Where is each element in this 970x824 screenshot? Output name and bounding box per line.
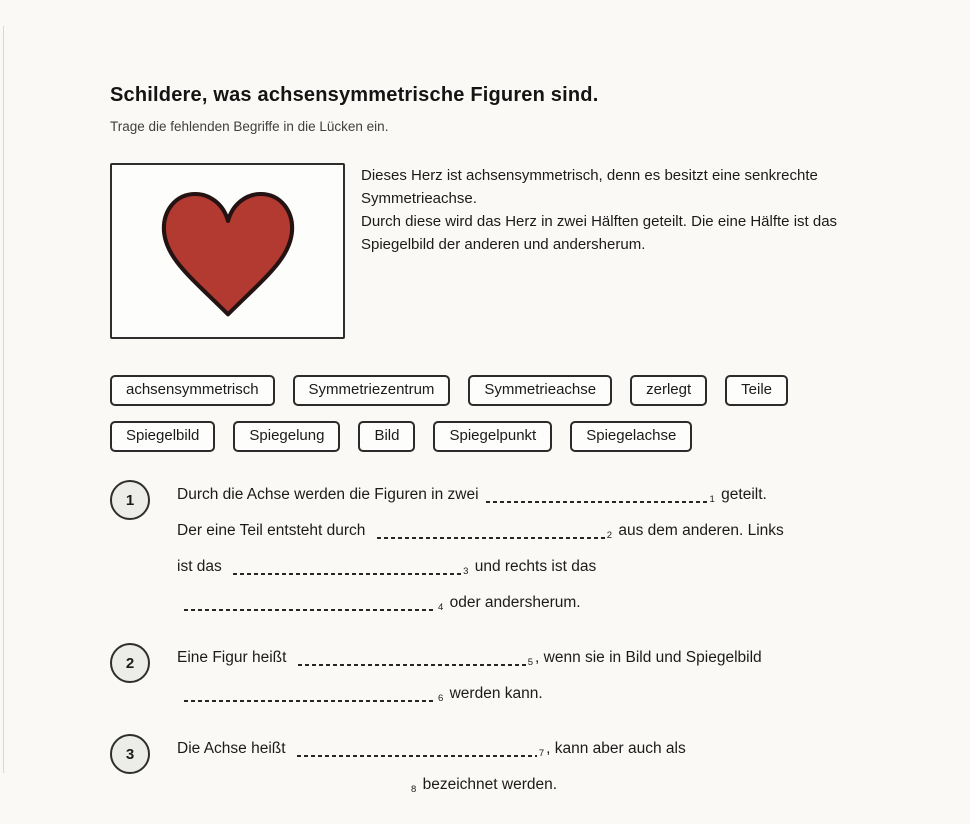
exercise-line: [177, 678, 762, 714]
blank-field-7[interactable]: [297, 745, 537, 757]
blank-field-1[interactable]: [486, 491, 708, 503]
word-chip[interactable]: Spiegelung: [233, 421, 340, 452]
exercise-text: Eine Figur heißt: [177, 649, 291, 666]
blank-number: 7: [538, 748, 545, 759]
word-chip[interactable]: Symmetrieachse: [468, 375, 612, 406]
exercise-number-badge: 2: [110, 643, 150, 683]
blank-number: 1: [709, 494, 715, 505]
blank-number: 3: [463, 566, 469, 577]
exercise-lines: [177, 479, 784, 623]
exercise-lines: [177, 642, 762, 714]
page-edge-line: [3, 26, 4, 773]
blank-number: 4: [438, 602, 444, 613]
exercise-text: geteilt.: [716, 486, 767, 503]
exercise-lines: [177, 733, 686, 805]
blank-field-4[interactable]: [184, 599, 436, 611]
exercise-text: bezeichnet werden.: [418, 776, 558, 793]
word-chip[interactable]: Symmetriezentrum: [293, 375, 451, 406]
exercise-text: , kann aber auch als: [546, 740, 686, 757]
word-chip[interactable]: Spiegelpunkt: [433, 421, 552, 452]
heart-figure-section: [110, 163, 920, 339]
exercises: [110, 479, 920, 805]
exercise-line: [177, 733, 686, 769]
exercise-line: [177, 769, 686, 805]
page-subtitle: Trage die fehlenden Begriffe in die Lücken ein.: [110, 119, 389, 134]
heart-image-box: [110, 163, 345, 339]
exercise-text: Der eine Teil entsteht durch: [177, 522, 370, 539]
exercise-text: oder andersherum.: [445, 594, 581, 611]
exercise-line: [177, 587, 784, 623]
blank-number: 5: [527, 657, 534, 668]
exercise-text: aus dem anderen. Links: [614, 522, 784, 539]
exercise-text: und rechts ist das: [470, 558, 597, 575]
exercise-line: [177, 515, 784, 551]
word-bank: [110, 375, 920, 452]
blank-field-3[interactable]: [233, 563, 461, 575]
blank-number: 8: [411, 784, 417, 795]
heart-description: [361, 163, 837, 339]
blank-number: 2: [606, 530, 613, 541]
exercise-row: [110, 642, 920, 714]
word-bank-row: [110, 375, 920, 406]
word-chip[interactable]: Bild: [358, 421, 415, 452]
exercise-text: werden kann.: [445, 685, 543, 702]
worksheet-content: [110, 84, 920, 824]
word-chip[interactable]: zerlegt: [630, 375, 707, 406]
exercise-text: , wenn sie in Bild und Spiegelbild: [535, 649, 762, 666]
word-bank-row: [110, 421, 920, 452]
word-chip[interactable]: Teile: [725, 375, 788, 406]
heart-icon: [148, 175, 308, 327]
word-chip[interactable]: achsensymmetrisch: [110, 375, 275, 406]
exercise-text: Die Achse heißt: [177, 740, 290, 757]
word-chip[interactable]: Spiegelbild: [110, 421, 215, 452]
heart-description-line: Spiegelbild der anderen und andersherum.: [361, 236, 646, 253]
exercise-row: [110, 479, 920, 623]
exercise-text: Durch die Achse werden die Figuren in zwei: [177, 486, 479, 503]
blank-field-5[interactable]: [298, 654, 526, 666]
heart-description-line: Dieses Herz ist achsensymmetrisch, denn es besitzt eine senkrechte: [361, 167, 818, 184]
heart-description-line: Symmetrieachse.: [361, 190, 477, 207]
exercise-row: [110, 733, 920, 805]
exercise-line: [177, 479, 784, 515]
heart-description-line: Durch diese wird das Herz in zwei Hälften geteilt. Die eine Hälfte ist das: [361, 213, 838, 230]
page-title: Schildere, was achsensymmetrische Figuren sind.: [110, 84, 599, 106]
exercise-text: ist das: [177, 558, 227, 575]
blank-field-6[interactable]: [184, 690, 436, 702]
blank-field-2[interactable]: [377, 527, 605, 539]
exercise-number-badge: 3: [110, 734, 150, 774]
heart-shape: [163, 194, 291, 314]
exercise-number-badge: 1: [110, 480, 150, 520]
word-chip[interactable]: Spiegelachse: [570, 421, 692, 452]
exercise-line: [177, 551, 784, 587]
exercise-line: [177, 642, 762, 678]
blank-number: 6: [438, 693, 444, 704]
